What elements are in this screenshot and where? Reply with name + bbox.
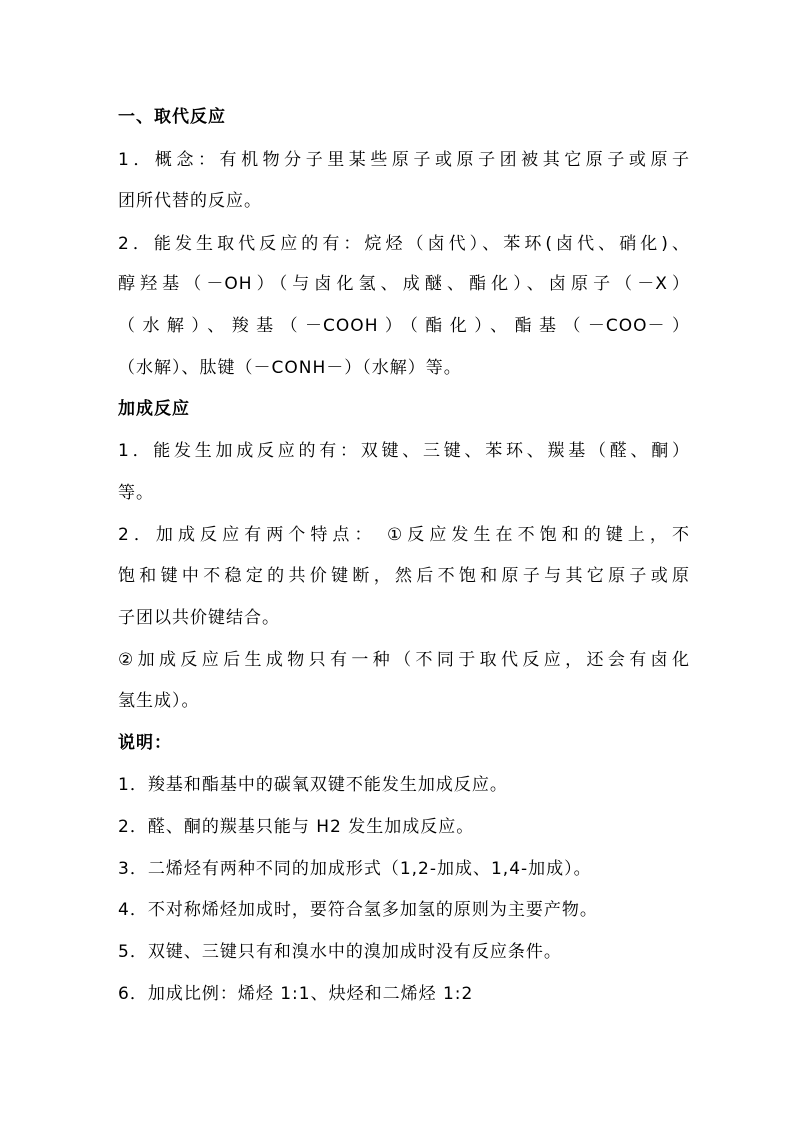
note-item: 3．二烯烃有两种不同的加成形式（1,2-加成、1,4-加成）。 bbox=[118, 859, 592, 879]
note-item: 6．加成比例：烯烃 1:1、炔烃和二烯烃 1:2 bbox=[118, 984, 474, 1004]
note-item: 2．醛、酮的羰基只能与 H2 发生加成反应。 bbox=[118, 817, 475, 837]
paragraph-line: （水解）、羧基（－COOH）（酯化）、酯基（－COO－） bbox=[118, 316, 690, 336]
paragraph-line: （水解）、肽键（－CONH－）（水解）等。 bbox=[118, 358, 462, 378]
paragraph-line: 2．能发生取代反应的有：烷烃（卤代）、苯环(卤代、硝化)、 bbox=[118, 234, 690, 254]
section-title-addition: 加成反应 bbox=[118, 399, 190, 419]
paragraph-line: 醇羟基（－OH）（与卤化氢、成醚、酯化）、卤原子（－X） bbox=[118, 274, 690, 294]
note-item: 5．双键、三键只有和溴水中的溴加成时没有反应条件。 bbox=[118, 942, 562, 962]
paragraph-line: 饱和键中不稳定的共价键断，然后不饱和原子与其它原子或原 bbox=[118, 566, 690, 586]
note-item: 1．羧基和酯基中的碳氧双键不能发生加成反应。 bbox=[118, 775, 508, 795]
paragraph-line: 氢生成）。 bbox=[118, 691, 200, 711]
section-title-notes: 说明： bbox=[118, 733, 172, 753]
paragraph-line: 1．概念：有机物分子里某些原子或原子团被其它原子或原子 bbox=[118, 150, 690, 170]
paragraph-line: ②加成反应后生成物只有一种（不同于取代反应，还会有卤化 bbox=[118, 650, 690, 670]
paragraph-line: 2．加成反应有两个特点： ①反应发生在不饱和的键上，不 bbox=[118, 525, 690, 545]
paragraph-line: 等。 bbox=[118, 483, 154, 503]
paragraph-line: 1．能发生加成反应的有：双键、三键、苯环、羰基（醛、酮） bbox=[118, 441, 690, 461]
section-title-substitution: 一、取代反应 bbox=[118, 107, 226, 127]
paragraph-line: 子团以共价键结合。 bbox=[118, 608, 280, 628]
note-item: 4．不对称烯烃加成时，要符合氢多加氢的原则为主要产物。 bbox=[118, 900, 598, 920]
paragraph-line: 团所代替的反应。 bbox=[118, 191, 262, 211]
